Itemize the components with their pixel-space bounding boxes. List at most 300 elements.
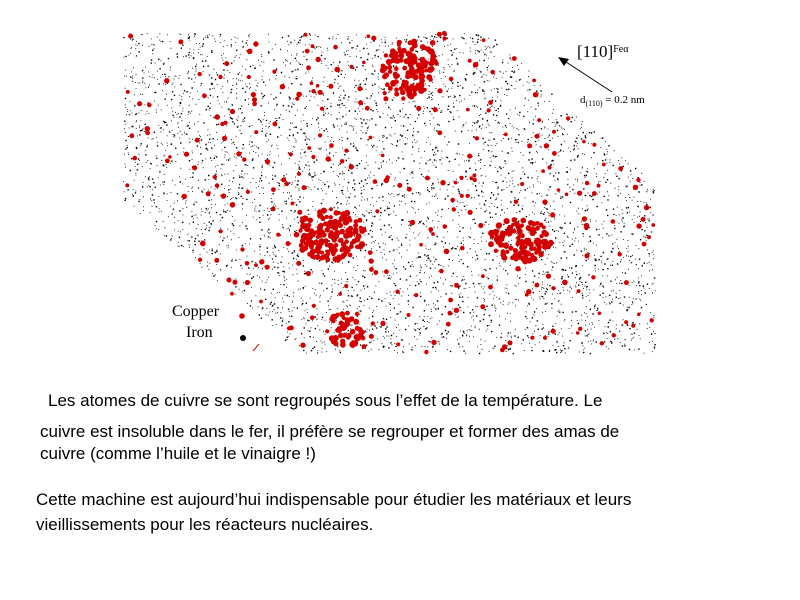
copper-atom [289, 152, 293, 156]
copper-atom [525, 293, 529, 297]
copper-atom [307, 146, 311, 150]
copper-atom [310, 254, 315, 259]
copper-atom [420, 44, 426, 50]
copper-atom [309, 228, 315, 234]
copper-atom [528, 220, 534, 226]
copper-atom [254, 130, 258, 134]
copper-atom [515, 254, 521, 260]
copper-atom [528, 241, 534, 247]
copper-atom [508, 246, 513, 251]
copper-atom [543, 336, 547, 340]
copper-atom [410, 84, 415, 89]
text-line-5: vieillissements pour les réacteurs nucléaires. [36, 515, 374, 534]
copper-atom [552, 130, 556, 134]
copper-atom [466, 194, 470, 198]
copper-atom [302, 185, 307, 190]
copper-atom [460, 176, 464, 180]
copper-atom [437, 32, 442, 37]
copper-atom [547, 165, 551, 169]
copper-atom [327, 220, 333, 226]
copper-atom [192, 165, 197, 170]
copper-atom [380, 321, 385, 326]
copper-atom [373, 270, 378, 275]
copper-atom [362, 344, 367, 349]
copper-atom [353, 223, 358, 228]
copper-atom [394, 92, 399, 97]
copper-atom [291, 202, 295, 206]
copper-atom [165, 159, 170, 164]
copper-atom [213, 175, 217, 179]
copper-atom [230, 202, 236, 208]
copper-atom [306, 65, 311, 70]
copper-atom [399, 50, 404, 55]
copper-atom [512, 56, 517, 61]
copper-atom [473, 62, 479, 68]
copper-atom [424, 350, 428, 354]
copper-atom [532, 227, 536, 231]
copper-atom [520, 218, 526, 224]
copper-atom [311, 44, 315, 48]
copper-atom [515, 266, 520, 271]
copper-atom [341, 242, 346, 247]
copper-atom [340, 324, 345, 329]
copper-atom [236, 151, 241, 156]
copper-atom [281, 177, 286, 182]
copper-atom [330, 248, 335, 253]
copper-atom [245, 280, 250, 285]
copper-atom [399, 86, 404, 91]
copper-atom [271, 207, 276, 212]
copper-atom [537, 118, 541, 122]
copper-atom [287, 326, 291, 330]
copper-atom [214, 258, 219, 263]
copper-atom [126, 90, 130, 94]
copper-atom [633, 185, 638, 190]
copper-atom [354, 230, 358, 234]
copper-atom [585, 181, 589, 185]
copper-atom [325, 243, 330, 248]
copper-atom [259, 259, 264, 264]
copper-atom [252, 97, 257, 102]
copper-atom [636, 178, 640, 182]
copper-atom [443, 224, 448, 229]
copper-atom [520, 224, 524, 228]
copper-atom [318, 133, 322, 137]
copper-atom [407, 52, 413, 58]
copper-atom [286, 241, 291, 246]
copper-atom [164, 78, 169, 83]
copper-legend-marker [239, 313, 245, 319]
copper-atom [276, 233, 280, 237]
copper-atom [411, 70, 416, 75]
copper-atom [525, 251, 531, 257]
copper-atom [339, 229, 345, 235]
copper-atom [319, 238, 325, 244]
copper-atom [512, 217, 517, 222]
copper-atom [373, 179, 378, 184]
copper-atom [473, 178, 477, 182]
copper-atom [521, 257, 526, 262]
copper-atom [318, 90, 323, 95]
copper-atom [576, 331, 580, 335]
copper-atom [440, 180, 445, 185]
copper-atom [390, 81, 396, 87]
copper-atom [512, 229, 517, 234]
copper-atom [355, 312, 359, 316]
copper-atom [408, 63, 414, 69]
copper-atom [467, 154, 472, 159]
copper-atom [592, 143, 596, 147]
copper-atom [482, 38, 486, 42]
copper-atom [535, 283, 540, 288]
legend-iron-label: Iron [186, 324, 213, 341]
copper-atom [340, 342, 346, 348]
copper-atom [582, 216, 587, 221]
copper-atom [316, 229, 322, 235]
copper-atom [481, 274, 485, 278]
copper-atom [468, 210, 473, 215]
copper-atom [271, 187, 276, 192]
copper-atom [298, 229, 302, 233]
copper-atom [338, 333, 344, 339]
copper-atom [542, 241, 547, 246]
copper-atom [251, 92, 256, 97]
copper-atom [602, 163, 606, 167]
copper-atom [309, 242, 315, 248]
copper-atom [488, 241, 494, 247]
copper-atom [333, 45, 338, 50]
copper-atom [394, 87, 399, 92]
copper-atom [355, 245, 359, 249]
copper-atom [504, 219, 509, 224]
copper-atom [265, 159, 270, 164]
copper-atom [437, 130, 442, 135]
copper-atom [395, 290, 399, 294]
copper-atom [340, 248, 344, 252]
copper-atom [178, 39, 183, 44]
copper-atom [345, 247, 351, 253]
copper-atom [198, 258, 202, 262]
copper-atom [577, 289, 581, 293]
copper-atom [478, 223, 483, 228]
copper-atom [388, 86, 393, 91]
copper-atom [300, 223, 306, 229]
copper-atom [408, 41, 412, 45]
copper-atom [384, 178, 389, 183]
copper-atom [316, 249, 321, 254]
copper-atom [357, 218, 362, 223]
copper-atom [442, 31, 447, 36]
copper-atom [381, 154, 385, 158]
copper-atom [297, 172, 301, 176]
copper-atom [307, 218, 313, 224]
copper-atom [503, 242, 509, 248]
copper-atom [145, 126, 150, 131]
copper-atom [382, 65, 388, 71]
copper-atom [333, 341, 338, 346]
copper-atom [419, 81, 424, 86]
copper-atom [182, 194, 187, 199]
copper-atom [600, 341, 604, 345]
copper-atom [651, 223, 655, 227]
copper-atom [340, 159, 345, 164]
copper-atom [348, 253, 353, 258]
direction-arrow [558, 57, 612, 92]
copper-atom [514, 200, 518, 204]
copper-atom [367, 34, 371, 38]
copper-atom [439, 269, 444, 274]
copper-atom [480, 304, 485, 309]
copper-atom [448, 298, 453, 303]
copper-atom [311, 155, 315, 159]
copper-atom [302, 233, 307, 238]
copper-atom [502, 344, 506, 348]
copper-atom [296, 92, 302, 98]
copper-atom [500, 237, 504, 241]
copper-atom [333, 256, 339, 262]
copper-atom [565, 193, 569, 197]
copper-atom [419, 243, 423, 247]
copper-atom [133, 156, 138, 161]
copper-atom [371, 36, 376, 41]
copper-atom [232, 280, 237, 285]
copper-atom [405, 86, 411, 92]
copper-atom [494, 249, 498, 253]
copper-atom [551, 286, 555, 290]
copper-atom [454, 283, 459, 288]
copper-atom [419, 73, 425, 79]
copper-atom [305, 49, 310, 54]
copper-atom [334, 210, 339, 215]
copper-atom [423, 88, 427, 92]
copper-atom [425, 176, 430, 181]
copper-atom [562, 280, 568, 286]
copper-atom [402, 66, 407, 71]
copper-atom [242, 157, 246, 161]
copper-atom [358, 327, 363, 332]
copper-atom [369, 334, 374, 339]
copper-atom [566, 116, 570, 120]
copper-atom [515, 242, 519, 246]
copper-atom [369, 136, 373, 140]
copper-atom [230, 109, 235, 114]
copper-atom [253, 41, 258, 46]
copper-atom [344, 321, 350, 327]
copper-atom [338, 292, 342, 296]
copper-atom [430, 40, 436, 46]
copper-atom [437, 88, 442, 93]
copper-atom [312, 304, 316, 308]
copper-atom [297, 210, 302, 215]
copper-atom [359, 228, 365, 234]
copper-atom [246, 190, 250, 194]
copper-atom [644, 205, 649, 210]
copper-atom [584, 223, 590, 229]
copper-atom [647, 235, 651, 239]
copper-atom [582, 140, 586, 144]
small-red-mark [253, 344, 259, 351]
copper-atom [530, 336, 534, 340]
copper-atom [344, 220, 350, 226]
copper-atom [468, 59, 472, 63]
copper-atom [296, 261, 301, 266]
copper-atom [200, 241, 206, 247]
crystal-direction-label: $[110]^{Fe\alpha}$ [577, 42, 629, 61]
copper-atom [578, 327, 582, 331]
copper-atom [631, 324, 635, 328]
copper-atom [427, 67, 433, 73]
copper-atom [650, 318, 654, 322]
copper-atom [280, 84, 285, 89]
copper-atom [294, 232, 300, 238]
copper-atom [505, 250, 509, 254]
copper-atom [224, 61, 229, 66]
copper-atom [325, 329, 329, 333]
copper-atom [490, 70, 495, 75]
copper-atom [352, 239, 357, 244]
copper-atom [454, 308, 459, 313]
copper-atom [449, 77, 454, 82]
copper-atom [254, 263, 258, 267]
copper-atom [504, 133, 508, 137]
copper-atom [397, 183, 402, 188]
copper-atom [548, 240, 553, 245]
copper-atom [388, 69, 393, 74]
copper-atom [386, 59, 392, 65]
copper-atom [642, 242, 647, 247]
copper-atom [552, 151, 557, 156]
copper-atom [383, 91, 387, 95]
copper-atom [542, 225, 546, 229]
copper-atom [247, 49, 253, 55]
copper-atom [334, 67, 340, 73]
copper-atom [584, 253, 589, 258]
text-line-1: Les atomes de cuivre se sont regroupés sous l’effet de la température. Le [48, 391, 603, 410]
copper-atom [285, 182, 290, 187]
copper-atom [577, 191, 582, 196]
copper-atom [326, 156, 331, 161]
copper-atom [219, 229, 223, 233]
copper-atom [472, 173, 476, 177]
copper-atom [323, 222, 327, 226]
copper-atom [350, 65, 354, 69]
copper-atom [353, 319, 359, 325]
copper-atom [354, 219, 358, 223]
copper-atom [137, 101, 142, 106]
copper-atom [452, 207, 456, 211]
copper-atom [259, 300, 263, 304]
copper-atom [357, 86, 362, 91]
copper-atom [387, 65, 392, 70]
copper-atom [220, 122, 224, 126]
copper-atom [265, 265, 270, 270]
copper-atom [125, 183, 129, 187]
copper-atom [329, 317, 333, 321]
copper-atom [222, 136, 227, 141]
copper-atom [530, 256, 535, 261]
copper-atom [516, 224, 520, 228]
copper-atom [624, 320, 628, 324]
copper-atom [218, 75, 222, 79]
copper-atom [533, 92, 538, 97]
copper-atom [317, 211, 322, 216]
copper-atom [342, 316, 346, 320]
copper-atom [328, 84, 333, 89]
copper-atom [349, 164, 354, 169]
copper-atom [184, 152, 189, 157]
copper-atom [550, 212, 555, 217]
copper-atom [637, 313, 641, 317]
copper-atom [311, 89, 315, 93]
copper-atom [403, 80, 409, 86]
copper-atom [195, 138, 200, 143]
copper-atom [542, 230, 547, 235]
copper-atom [612, 333, 616, 337]
copper-atom [315, 254, 321, 260]
copper-atom [350, 329, 356, 335]
copper-atom [346, 230, 352, 236]
spacing-subscript: (110) [585, 99, 603, 109]
copper-atom [147, 103, 152, 108]
copper-atom [428, 227, 433, 232]
copper-atom [329, 231, 333, 235]
copper-atom [325, 227, 330, 232]
copper-atom [520, 182, 524, 186]
copper-atom [395, 73, 400, 78]
copper-atom [338, 223, 343, 228]
copper-atom [272, 70, 276, 74]
copper-atom [517, 228, 523, 234]
copper-atom [206, 191, 211, 196]
copper-atom [345, 311, 350, 316]
copper-atom [416, 62, 422, 68]
copper-atom [506, 227, 512, 233]
copper-atom [495, 229, 499, 233]
copper-atom [394, 66, 399, 71]
copper-atom [396, 342, 400, 346]
copper-atom [430, 53, 436, 59]
copper-atom [544, 143, 549, 148]
text-line-3: cuivre (comme l’huile et le vinaigre !) [40, 444, 316, 463]
copper-atom [273, 122, 278, 127]
lattice-spacing-label: $d_{(110)} = 0.2$ nm [580, 94, 645, 109]
copper-atom [433, 107, 438, 112]
copper-atom [240, 247, 244, 251]
copper-atom [508, 340, 513, 345]
copper-atom [513, 248, 518, 253]
copper-atom [591, 275, 595, 279]
copper-atom [538, 245, 542, 249]
copper-atom [410, 220, 415, 225]
copper-atom [168, 155, 172, 159]
copper-atom [416, 106, 421, 111]
copper-atom [369, 267, 373, 271]
copper-atom [534, 239, 539, 244]
copper-atom [494, 233, 498, 237]
copper-atom [356, 233, 362, 239]
copper-atom [636, 223, 641, 228]
iron-legend-marker [240, 335, 246, 341]
copper-atom [304, 33, 308, 37]
copper-atom [460, 194, 464, 198]
copper-atom [247, 75, 251, 79]
copper-atom [598, 312, 602, 316]
copper-atom [375, 209, 379, 213]
copper-atom [534, 251, 538, 255]
copper-atom [384, 53, 388, 57]
text-line-2: cuivre est insoluble dans le fer, il préfère se regrouper et former des amas de [40, 422, 620, 441]
copper-atom [316, 57, 321, 62]
